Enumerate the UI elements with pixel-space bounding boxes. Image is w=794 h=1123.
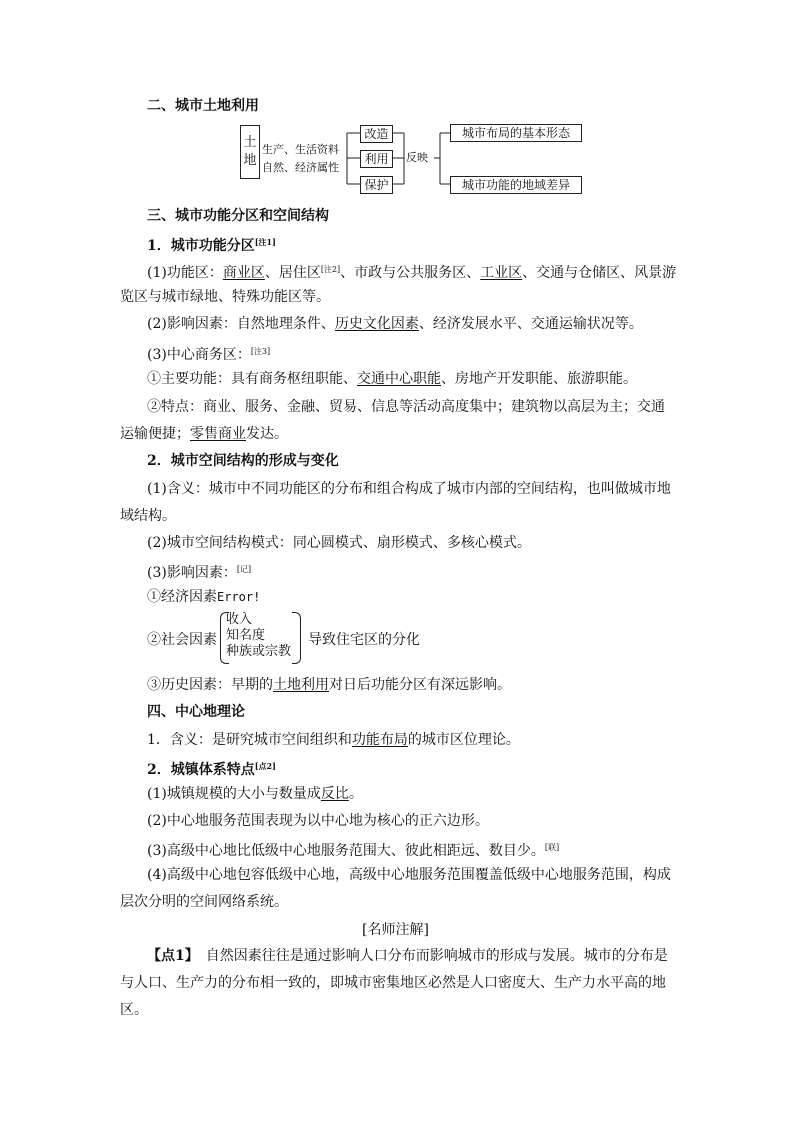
- attr-properties: 自然、经济属性: [262, 161, 339, 174]
- output-difference-box: 城市功能的地域差异: [450, 176, 582, 194]
- para-functional-areas: (1)功能区：商业区、居住区[注2]、市政与公共服务区、工业区、交通与仓储区、风景游: [147, 265, 677, 281]
- list-item: 收入: [226, 612, 253, 627]
- note-1-cont: 与人口、生产力的分布相一致的，即城市密集地区必然是人口密度大、生产力水平高的地: [120, 975, 666, 991]
- section-title-zoning: 三、城市功能分区和空间结构: [147, 208, 329, 224]
- para-nesting-cont: 层次分明的空间网络系统。: [120, 894, 288, 910]
- list-item: 知名度: [226, 628, 266, 643]
- land-box: [240, 125, 260, 179]
- para-definition: (1)含义：城市中不同功能区的分布和组合构成了城市内部的空间结构，也叫做城市地: [147, 481, 671, 497]
- para-cbd-features-cont: 运输便捷；零售商业发达。: [120, 426, 288, 442]
- para-social-factor-label: ②社会因素: [147, 632, 217, 648]
- reflect-label: 反映: [406, 151, 428, 164]
- right-brace: [292, 612, 301, 664]
- heading-functional-zoning: 1．城市功能分区[注1]: [147, 237, 276, 254]
- para-functional-areas-cont: 览区与城市绿地、特殊功能区等。: [120, 289, 330, 305]
- para-cbd-functions: ①主要功能：具有商务枢纽职能、交通中心职能、房地产开发职能、旅游职能。: [147, 371, 637, 387]
- attr-resources: 生产、生活资料: [262, 143, 339, 156]
- para-influencing-factors: (2)影响因素：自然地理条件、历史文化因素、经济发展水平、交通运输状况等。: [147, 316, 643, 332]
- list-item: 种族或宗教: [226, 644, 292, 659]
- heading-urban-system: 2．城镇体系特点[点2]: [147, 761, 276, 778]
- social-factor-result: 导致住宅区的分化: [308, 632, 420, 648]
- land-char-1: 土: [243, 135, 257, 150]
- social-factor-list: [226, 612, 291, 660]
- note-1-end: 区。: [120, 1002, 148, 1018]
- para-cbd: (3)中心商务区：[注3]: [147, 347, 271, 363]
- para-definition-cont: 域结构。: [120, 508, 176, 524]
- action-use-box: 利用: [360, 150, 393, 168]
- land-char-2: 地: [243, 153, 257, 168]
- para-hexagon: (2)中心地服务范围表现为以中心地为核心的正六边形。: [147, 813, 489, 829]
- para-cbd-features: ②特点：商业、服务、金融、贸易、信息等活动高度集中；建筑物以高层为主；交通: [147, 399, 665, 415]
- para-size-number: (1)城镇规模的大小与数量成反比。: [147, 786, 363, 802]
- para-factors-heading: (3)影响因素：[记]: [147, 565, 252, 581]
- heading-spatial-structure: 2．城市空间结构的形成与变化: [147, 453, 339, 469]
- output-layout-box: 城市布局的基本形态: [450, 124, 582, 142]
- notes-title: [名师注解]: [362, 922, 429, 938]
- para-central-place-definition: 1．含义：是研究城市空间组织和功能布局的城市区位理论。: [147, 732, 520, 748]
- para-historical-factor: ③历史因素：早期的土地利用对日后功能分区有深远影响。: [147, 677, 511, 693]
- action-reform-box: 改造: [360, 125, 393, 143]
- section-title-land-use: 二、城市土地利用: [147, 98, 259, 114]
- para-nesting: (4)高级中心地包容低级中心地，高级中心地服务范围覆盖低级中心地服务范围，构成: [147, 867, 671, 883]
- note-1: 【点1】 自然因素往往是通过影响人口分布而影响城市的形成与发展。城市的分布是: [147, 948, 668, 964]
- section-title-central-place: 四、中心地理论: [147, 704, 245, 720]
- para-economic-factor: ①经济因素Error!: [147, 589, 261, 605]
- action-protect-box: 保护: [360, 176, 393, 194]
- para-higher-order: (3)高级中心地比低级中心地服务范围大、彼此相距远、数目少。[联]: [147, 843, 560, 859]
- para-structure-models: (2)城市空间结构模式：同心圆模式、扇形模式、多核心模式。: [147, 535, 531, 551]
